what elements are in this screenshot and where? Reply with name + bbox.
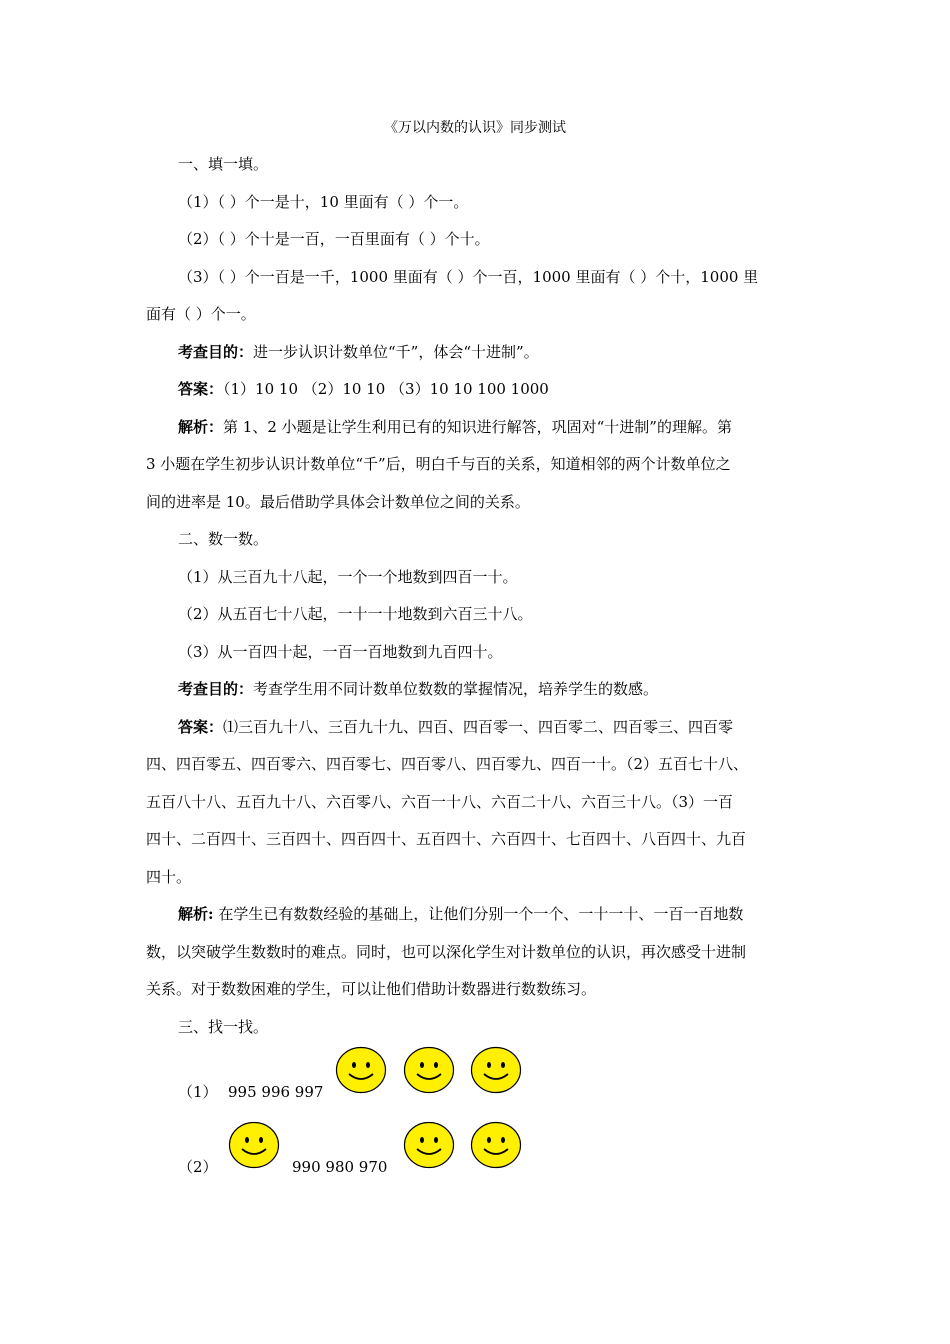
page-title: 《万以内数的认识》同步测试 — [384, 120, 566, 136]
smiley-face-icon — [228, 1121, 280, 1169]
s2-answer-label: 答案： — [178, 717, 224, 736]
section-2-heading: 二、数一数。 — [178, 530, 269, 548]
s2-question-2: （2）从五百七十八起，一十一十地数到六百三十八。 — [178, 605, 533, 623]
section-3-heading: 三、找一找。 — [178, 1017, 269, 1036]
s1-question-3 — [146, 259, 810, 334]
s1-answer-label: 答案： — [178, 380, 224, 398]
smiley-face-icon — [403, 1046, 455, 1094]
s2-question-1: （1）从三百九十八起，一个一个地数到四百一十。 — [178, 567, 518, 586]
smiley-face-icon — [335, 1046, 387, 1094]
s2-purpose — [146, 671, 810, 709]
s1-question-1: （1）（ ）个一是十，10 里面有（ ）个一。 — [178, 192, 469, 211]
s1-purpose-text: 进一步认识计数单位“千”，体会“十进制”。 — [253, 342, 539, 361]
s2-question-3: （3）从一百四十起，一百一百地数到九百四十。 — [178, 642, 503, 661]
s1-purpose-label: 考查目的： — [178, 342, 254, 361]
s1-question-3-line-2: 面有（ ）个一。 — [146, 305, 256, 323]
s1-question-3-line-1: （3）（ ）个一百是一千，1000 里面有（ ）个一百，1000 里面有（ ）个十，1000 里 — [178, 267, 759, 286]
s1-analysis-line-1: 第 1、2 小题是让学生利用已有的知识进行解答，巩固对“十进制”的理解。第 — [223, 417, 732, 436]
section-1-heading: 一、填一填。 — [178, 155, 269, 173]
s3-row-1-numbers: 995 996 997 — [228, 1083, 324, 1101]
s2-answer — [146, 709, 810, 897]
s2-answer-line-2: 四、四百零五、四百零六、四百零七、四百零八、四百零九、四百一十。（2）五百七十八、 — [146, 755, 749, 773]
s2-analysis-line-2: 数，以突破学生数数时的难点。同时，也可以深化学生对计数单位的认识，再次感受十进制 — [146, 942, 747, 961]
s2-analysis-line-1: 在学生已有数数经验的基础上，让他们分别一个一个、一十一十、一百一百地数 — [213, 905, 744, 923]
s3-row-2-numbers: 990 980 970 — [292, 1158, 388, 1176]
s1-answer — [146, 371, 810, 409]
s1-answer-text: （1）10 10 （2）10 10 （3）10 10 100 1000 — [223, 380, 549, 398]
s2-analysis-line-3: 关系。对于数数困难的学生，可以让他们借助计数器进行数数练习。 — [146, 980, 597, 998]
s2-answer-line-1: ⑴三百九十八、三百九十九、四百、四百零一、四百零二、四百零三、四百零 — [223, 717, 734, 736]
s2-purpose-label: 考查目的： — [178, 680, 254, 698]
s2-answer-line-3: 五百八十八、五百九十八、六百零八、六百一十八、六百二十八、六百三十八。（3）一百 — [146, 792, 734, 811]
s1-analysis-line-2: 3 小题在学生初步认识计数单位“千”后，明白千与百的关系，知道相邻的两个计数单位之 — [146, 455, 731, 473]
s3-row-1-label: （1） — [178, 1083, 218, 1101]
s2-analysis-label: 解析: — [178, 905, 214, 923]
smiley-face-icon — [470, 1121, 522, 1169]
s1-purpose — [146, 334, 810, 372]
s1-analysis-line-3: 间的进率是 10。最后借助学具体会计数单位之间的关系。 — [146, 492, 530, 511]
s2-analysis — [146, 896, 810, 1009]
s2-purpose-text: 考查学生用不同计数单位数数的掌握情况，培养学生的数感。 — [253, 680, 659, 698]
document-body — [146, 146, 810, 1046]
s2-answer-line-4: 四十、二百四十、三百四十、四百四十、五百四十、六百四十、七百四十、八百四十、九百 — [146, 830, 747, 848]
s1-analysis — [146, 409, 810, 522]
s2-answer-line-5: 四十。 — [146, 867, 192, 886]
s1-analysis-label: 解析： — [178, 417, 224, 436]
s1-question-2: （2）（ ）个十是一百，一百里面有（ ）个十。 — [178, 230, 490, 248]
s3-row-2-label: （2） — [178, 1158, 218, 1176]
smiley-face-icon — [403, 1121, 455, 1169]
smiley-face-icon — [470, 1046, 522, 1094]
